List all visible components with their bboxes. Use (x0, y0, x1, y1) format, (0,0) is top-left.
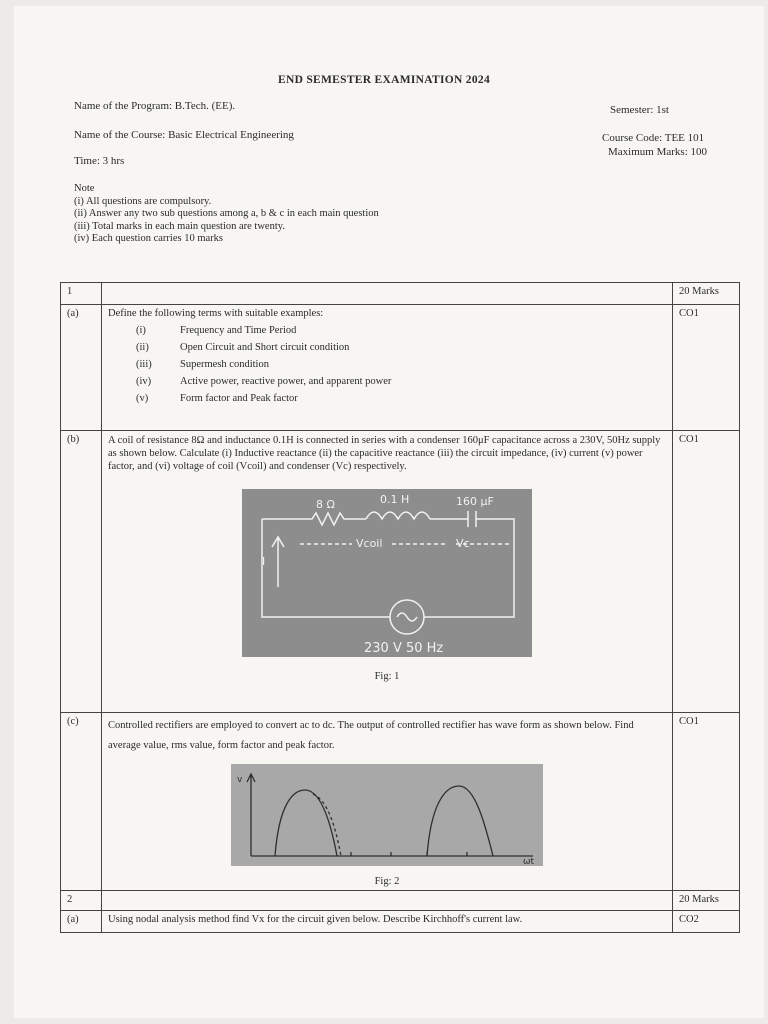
figure-caption: Fig: 1 (374, 671, 400, 682)
subquestion-label: (c) (61, 713, 102, 891)
subquestion-text: Controlled rectifiers are employed to convert ac to dc. The output of controlled rectifier has wave form as shown below. Find average value, rms value, form factor and peak factor. (108, 720, 634, 751)
question-2-header (61, 891, 740, 911)
note-heading: Note (74, 183, 95, 194)
note-item: (iv) Each question carries 10 marks (74, 233, 223, 244)
list-item: (iii) Supermesh condition (136, 359, 269, 370)
question-number: 2 (61, 891, 102, 911)
question-1b (61, 431, 740, 713)
course-outcome: CO2 (673, 911, 740, 933)
vcoil-label: Vcoil (356, 537, 383, 550)
question-1c (61, 713, 740, 891)
source-label: 230 V 50 Hz (364, 641, 444, 656)
figure-caption: Fig: 2 (374, 876, 400, 887)
course-name: Name of the Course: Basic Electrical Engineering (74, 129, 294, 141)
list-item: (ii) Open Circuit and Short circuit condition (136, 342, 350, 353)
course-outcome: CO1 (673, 713, 740, 891)
vc-label: Vc (456, 537, 470, 550)
list-item: (iv) Active power, reactive power, and apparent power (136, 376, 392, 387)
question-2a (61, 911, 740, 933)
note-item: (iii) Total marks in each main question are twenty. (74, 220, 285, 232)
current-label: I (262, 555, 266, 568)
circuit-diagram (242, 489, 532, 657)
waveform-diagram (231, 764, 543, 866)
y-axis-label: v (237, 775, 243, 785)
list-item: (v) Form factor and Peak factor (136, 393, 298, 404)
exam-title: END SEMESTER EXAMINATION 2024 (278, 74, 490, 86)
subquestion-label: (b) (61, 431, 102, 713)
instructions (74, 183, 379, 246)
semester: Semester: 1st (610, 104, 669, 116)
course-code: Course Code: TEE 101 (602, 132, 705, 144)
question-table (60, 282, 740, 933)
subquestion-label: (a) (61, 911, 102, 933)
course-outcome: CO1 (673, 305, 740, 431)
max-marks: Maximum Marks: 100 (608, 146, 707, 158)
subquestion-text: Using nodal analysis method find Vx for the circuit given below. Describe Kirchhoff's current law. (102, 911, 673, 933)
question-1-header (61, 283, 740, 305)
circuit-figure (242, 489, 532, 657)
question-marks: 20 Marks (673, 283, 740, 305)
note-item: (i) All questions are compulsory. (74, 195, 212, 207)
inductor-label: 0.1 H (380, 493, 410, 506)
question-1a (61, 305, 740, 431)
exam-time: Time: 3 hrs (74, 155, 125, 167)
waveform-figure (231, 764, 543, 866)
note-item: (ii) Answer any two sub questions among a, b & c in each main question (74, 208, 379, 219)
subquestion-text: A coil of resistance 8Ω and inductance 0.1H is connected in series with a condenser 160μF capacitance across a 230V, 50Hz supply as shown below. Calculate (i) Inductive reactance (ii) the capacitive reactance (iii) the circuit impedance, (iv) current (v) power factor, and (vi) voltage of coil (Vcoil) and condenser (Vc) respectively. (108, 435, 661, 472)
list-item: (i) Frequency and Time Period (136, 325, 297, 336)
question-marks: 20 Marks (673, 891, 740, 911)
capacitor-label: 160 μF (456, 495, 494, 508)
subquestion-label: (a) (61, 305, 102, 431)
question-number: 1 (61, 283, 102, 305)
course-outcome: CO1 (673, 431, 740, 713)
program-name: Name of the Program: B.Tech. (EE). (74, 100, 236, 112)
resistor-label: 8 Ω (316, 498, 335, 511)
subquestion-text: Define the following terms with suitable examples: (108, 308, 324, 319)
x-axis-label: ωt (523, 857, 535, 866)
